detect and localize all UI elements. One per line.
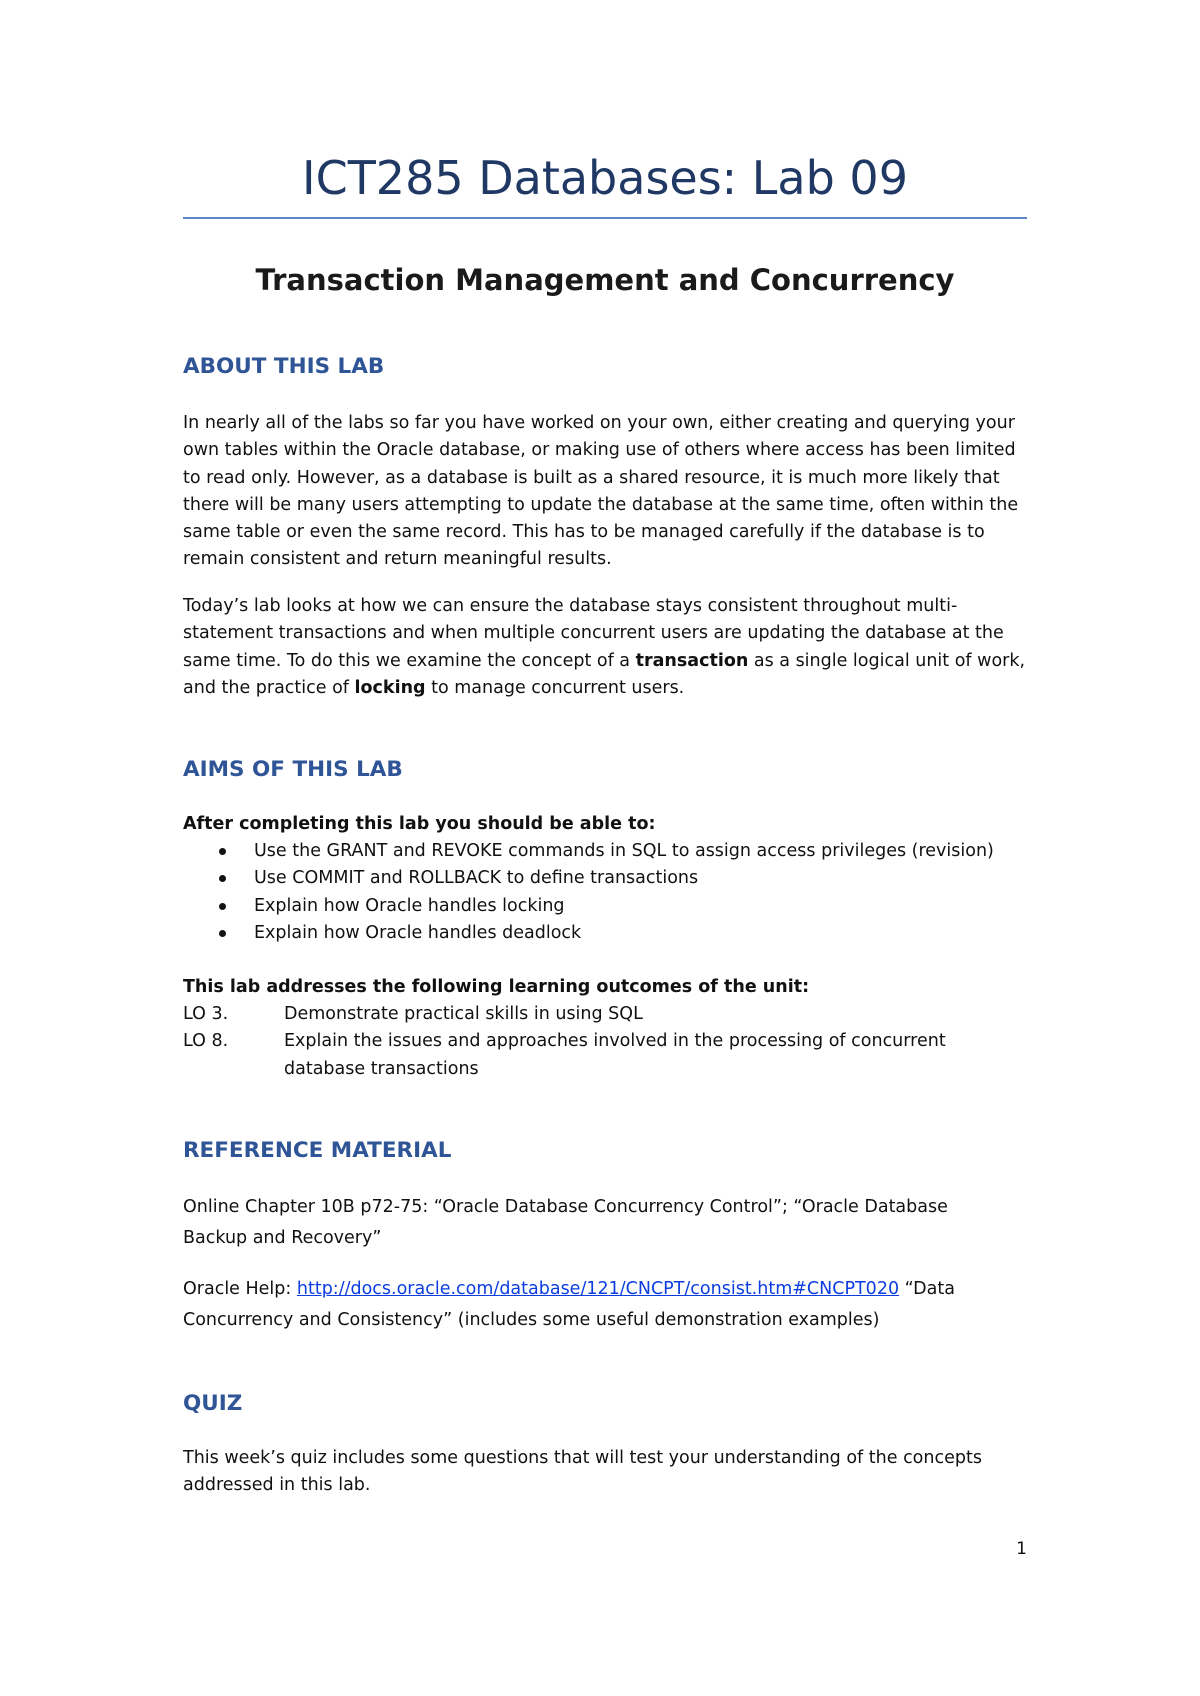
about-paragraph-2 (183, 593, 1033, 702)
aims-item-text: Use COMMIT and ROLLBACK to define transactions (254, 868, 699, 889)
reference-suffix: “Data Concurrency and Consistency” (includes some useful demonstration examples) (183, 1279, 955, 1330)
bullet-icon (219, 903, 226, 910)
oracle-help-link[interactable]: http://docs.oracle.com/database/121/CNCPT/consist.htm#CNCPT020 (296, 1279, 900, 1299)
quiz-heading: QUIZ (183, 1391, 243, 1416)
aims-list (183, 838, 994, 947)
learning-outcome-row (183, 1028, 1033, 1083)
reference-paragraph-1: Online Chapter 10B p72-75: “Oracle Database Concurrency Control”; “Oracle Database Backup and Recovery” (183, 1197, 948, 1248)
page-number: 1 (1016, 1539, 1027, 1559)
term-transaction: transaction (635, 650, 749, 671)
learning-outcome-code: LO 8. (183, 1031, 229, 1052)
quiz-paragraph: This week’s quiz includes some questions that will test your understanding of the concepts addressed in this lab. (183, 1448, 982, 1496)
aims-item-text: Explain how Oracle handles deadlock (254, 922, 582, 943)
learning-outcome-text: Demonstrate practical skills in using SQL (284, 1004, 643, 1024)
learning-outcome-text: Explain the issues and approaches involved in the processing of concurrent database transactions (284, 1031, 946, 1079)
bullet-icon (219, 848, 226, 855)
learning-outcome-code: LO 3. (183, 1004, 229, 1024)
aims-list-item (183, 893, 994, 920)
document-title: ICT285 Databases: Lab 09 (302, 151, 908, 205)
aims-list-item (183, 920, 994, 947)
bullet-icon (219, 875, 226, 882)
outcomes-lead: This lab addresses the following learning outcomes of the unit: (183, 977, 810, 997)
aims-list-item (183, 865, 994, 892)
about-paragraph-2-text-a: Today’s lab looks at how we can ensure the database stays consistent throughout multi-statement transactions and when multiple concurrent users are updating the database at the same time. To do this we examine the concept of a (183, 596, 1004, 671)
reference-prefix: Oracle Help: (183, 1279, 297, 1299)
aims-list-item (183, 838, 994, 865)
term-locking: locking (354, 677, 426, 698)
about-paragraph-2-text-b: as a single logical unit of work, and the practice of (183, 650, 1026, 698)
aims-item-text: Use the GRANT and REVOKE commands in SQL to assign access privileges (revision) (254, 841, 994, 861)
reference-paragraph-2 (183, 1274, 1013, 1335)
learning-outcomes (183, 1001, 1033, 1083)
reference-heading: REFERENCE MATERIAL (183, 1138, 452, 1163)
aims-heading: AIMS OF THIS LAB (183, 757, 403, 782)
learning-outcome-row (183, 1001, 1033, 1028)
about-heading: ABOUT THIS LAB (183, 354, 385, 379)
about-paragraph-1: In nearly all of the labs so far you have worked on your own, either creating and querying your own tables within the Oracle database, or making use of others where access has been limited to read only. However, as a database is built as a shared resource, it is much more likely that there will be many users attempting to update the database at the same time, often within the same table or even the same record. This has to be managed carefully if the database is to remain consistent and return meaningful results. (183, 413, 1019, 570)
bullet-icon (219, 930, 226, 937)
aims-item-text: Explain how Oracle handles locking (254, 895, 565, 916)
document-subtitle: Transaction Management and Concurrency (255, 263, 955, 297)
title-underline (183, 217, 1027, 219)
aims-lead: After completing this lab you should be able to: (183, 814, 656, 834)
about-paragraph-2-text-c: to manage concurrent users. (425, 677, 685, 698)
